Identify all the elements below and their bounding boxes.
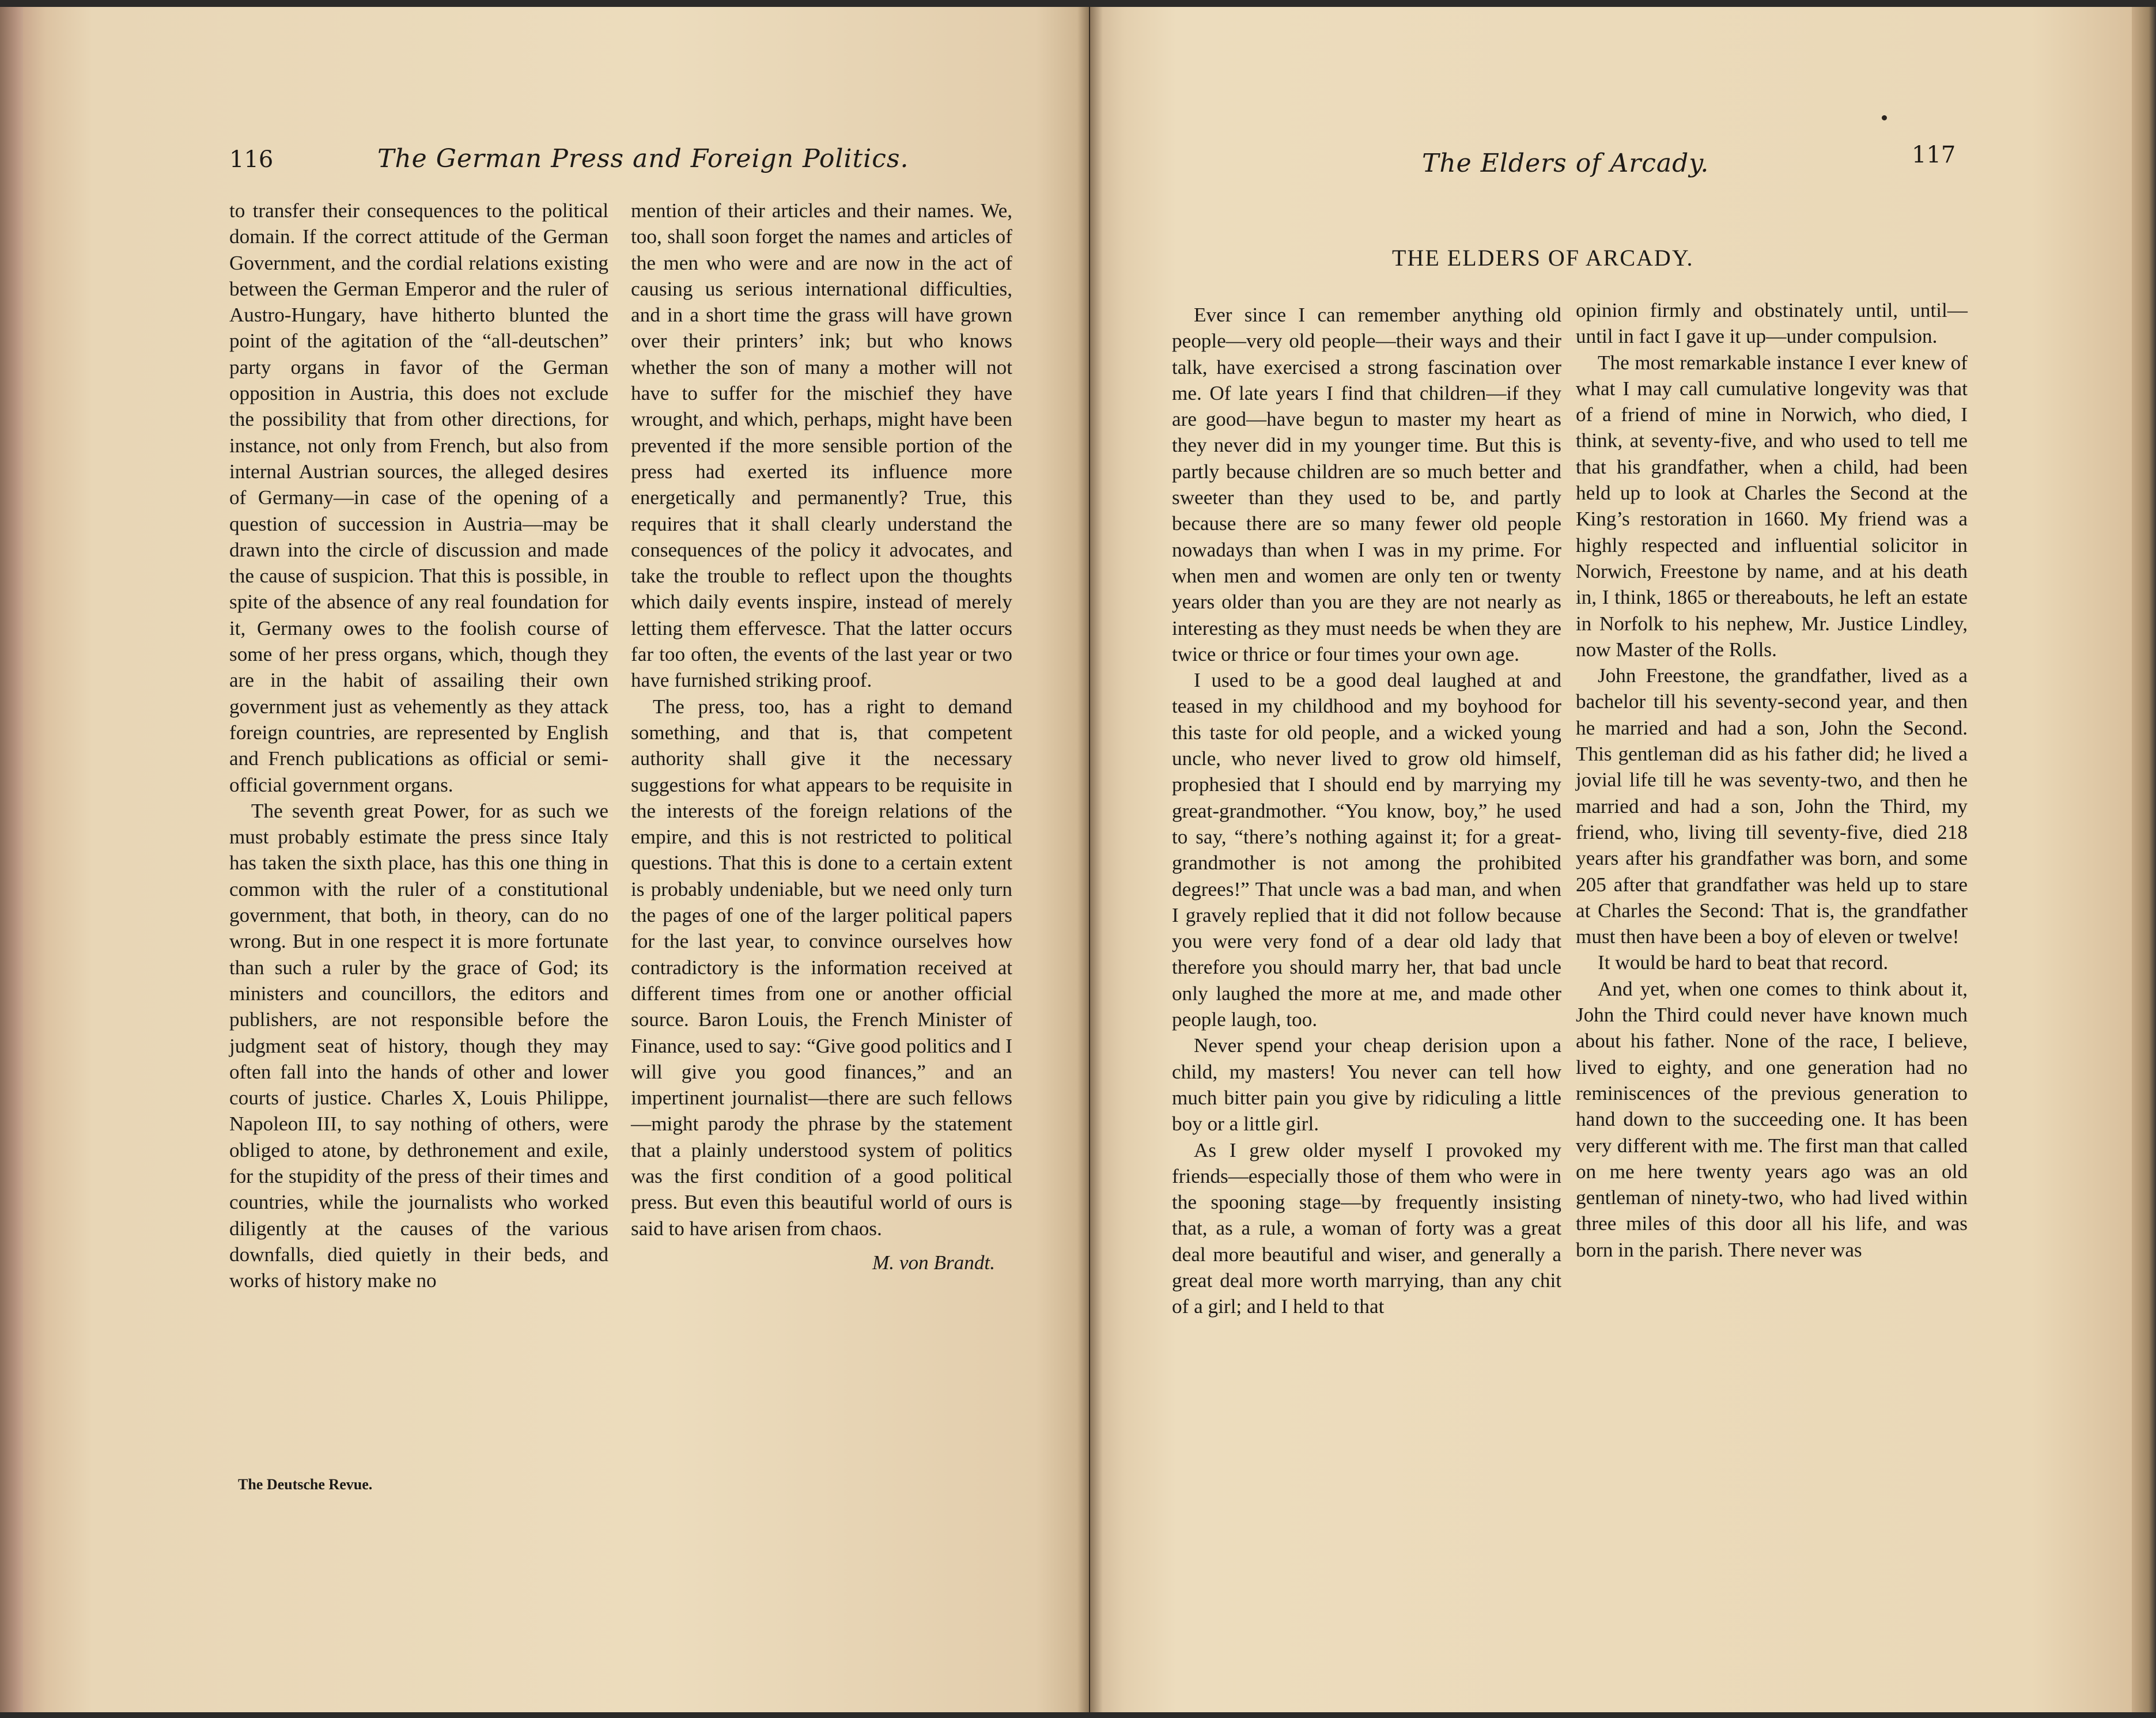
right-page-number: 117 <box>1912 142 1956 168</box>
paragraph: opinion firmly and obstinately until, until—until in fact I gave it up—under compulsion. <box>1576 299 1968 348</box>
paragraph: to transfer their consequences to the political domain. If the correct attitude of the German Government, and the cordial relations existing between the German Emperor and the ruler of Austro-Hungary, have hitherto blunted the point of the agitation of the “all-deutschen” party organs in favor of the German opposition in Austria, this does not exclude the possibility that from other directions, for instance, not only from French, but also from internal Austrian sources, the alleged desires of Germany—in case of the opening of a question of succession in Austria—may be drawn into the circle of discussion and made the cause of suspicion. That this is possible, in spite of the absence of any real foundation for it, Germany owes to the foolish course of some of her press organs, which, though they are in the habit of assailing their own government just as vehemently as they attack foreign countries, are represented by English and French publications as official or semi-official government organs. <box>229 199 608 796</box>
right-column-2 <box>1576 297 1968 1263</box>
paragraph: The press, too, has a right to demand something, and that is, that competent authority shall give it the necessary suggestions for what appears to be requisite in the interests of the foreign relations of the empire, and this is not restricted to political questions. That this is done to a certain extent is probably undeniable, but we need only turn the pages of one of the larger political papers for the last year, to convince ourselves how contradictory is the information received at different times from one or another official source. Baron Louis, the French Minister of Finance, used to say: “Give good politics and I will give you good finances,” and an impertinent journalist—there are such fellows—might parody the phrase by the statement that a plainly understood system of politics was the first condition of a good political press. But even this beautiful world of ours is said to have arisen from chaos. <box>631 695 1012 1240</box>
right-column-1 <box>1172 302 1561 1320</box>
paragraph: The most remarkable instance I ever knew of what I may call cumulative longevity was that of a friend of mine in Norwich, who died, I think, at seventy-five, and who used to tell me that his grandfather, when a child, had been held up to look at Charles the Second at the King’s restoration in 1660. My friend was a highly respected and influential solicitor in Norwich, Freestone by name, and at his death in, I think, 1865 or thereabouts, he left an estate in Norfolk to his nephew, Mr. Justice Lindley, now Master of the Rolls. <box>1576 351 1968 661</box>
article-title: THE ELDERS OF ARCADY. <box>1392 245 1694 271</box>
source-citation: The Deutsche Revue. <box>238 1476 373 1493</box>
ink-speck <box>1882 115 1887 120</box>
paragraph: John Freestone, the grandfather, lived as a bachelor till his seventy-second year, and then he married and had a son, John the Second. This gentleman did as his father did; he lived a jovial life till he was seventy-two, and then he married and had a son, John the Third, my friend, who, living till seventy-five, died 218 years after his grandfather was born, and some 205 after that grandfather was held up to stare at Charles the Second: That is, the grandfather must then have been a boy of eleven or twelve! <box>1576 664 1968 948</box>
author-signature: M. von Brandt. <box>872 1251 995 1274</box>
left-column-2 <box>631 198 1012 1276</box>
paragraph: Ever since I can remember anything old people—very old people—their ways and their talk, have exercised a strong fascination over me. Of late years I find that children—if they are good—have begun to master my heart as they never did in my younger time. But this is partly because children are so much better and sweeter than they used to be, and partly because there are so many fewer old people nowadays than when I was in my prime. For when men and women are only ten or twenty years older than you are they are not nearly as interesting as they must needs be when they are twice or thrice or four times your own age. <box>1172 304 1561 665</box>
paragraph: As I grew older myself I provoked my friends—especially those of them who were in the spooning stage—by frequently insisting that, as a rule, a woman of forty was a great deal more beautiful and wiser, and generally a great deal more worth marrying, than any chit of a girl; and I held to that <box>1172 1138 1561 1318</box>
right-running-title: The Elders of Arcady. <box>1422 149 1709 178</box>
paragraph: I used to be a good deal laughed at and teased in my childhood and my boyhood for this taste for old people, and a wicked young uncle, who never lived to grow old himself, prophesied that I should end by marrying my great-grandmother. “You know, boy,” he used to say, “there’s nothing against it; for a great-grandmother is not among the prohibited degrees!” That uncle was a bad man, and when I gravely replied that it did not follow because you were very fond of a dear old lady that therefore you should marry her, that bad uncle only laughed the more at me, and made other people laugh, too. <box>1172 669 1561 1031</box>
book-gutter <box>1077 7 1103 1712</box>
left-running-title: The German Press and Foreign Politics. <box>377 144 909 173</box>
paragraph: The seventh great Power, for as such we must probably estimate the press since Italy has taken the sixth place, has this one thing in common with the ruler of a constitutional government, that both, in theory, can do no wrong. But in one respect it is more fortunate than such a ruler by the grace of God; its ministers and councillors, the editors and publishers, are not responsible before the judgment seat of history, though they may often fall into the hands of other and lower courts of justice. Charles X, Louis Philippe, Napoleon III, to say nothing of others, were obliged to atone, by dethronement and exile, for the stupidity of the press of their times and countries, while the journalists who worked diligently at the causes of the various downfalls, died quietly in their beds, and works of history make no <box>229 799 608 1292</box>
right-book-edge <box>2132 7 2156 1712</box>
left-column-1 <box>229 198 608 1293</box>
paragraph: mention of their articles and their names. We, too, shall soon forget the names and articles of the men who were and are now in the act of causing us serious international difficulties, and in a short time the grass will have grown over their printers’ ink; but who knows whether the son of many a mother will not have to suffer for the mischief they have wrought, and which, perhaps, might have been prevented if the more sensible portion of the press had exerted its influence more energetically and permanently? True, this requires that it shall clearly understand the consequences of the policy it advocates, and take the trouble to reflect upon the thoughts which daily events inspire, instead of merely letting them effervesce. That the latter occurs far too often, the events of the last year or two have furnished striking proof. <box>631 199 1012 692</box>
left-page-number: 116 <box>229 146 274 173</box>
paragraph: And yet, when one comes to think about it, John the Third could never have known much about his father. None of the race, I believe, lived to eighty, and one generation had no reminiscences of the previous generation to hand down to the succeeding one. It has been very different with me. The first man that called on me here twenty years ago was an old gentleman of ninety-two, who had lived within three miles of this door all his life, and was born in the parish. There never was <box>1576 977 1968 1261</box>
paragraph: Never spend your cheap derision upon a child, my masters! You never can tell how much bitter pain you give by ridiculing a little boy or a little girl. <box>1172 1034 1561 1136</box>
paragraph: It would be hard to beat that record. <box>1598 951 1889 974</box>
